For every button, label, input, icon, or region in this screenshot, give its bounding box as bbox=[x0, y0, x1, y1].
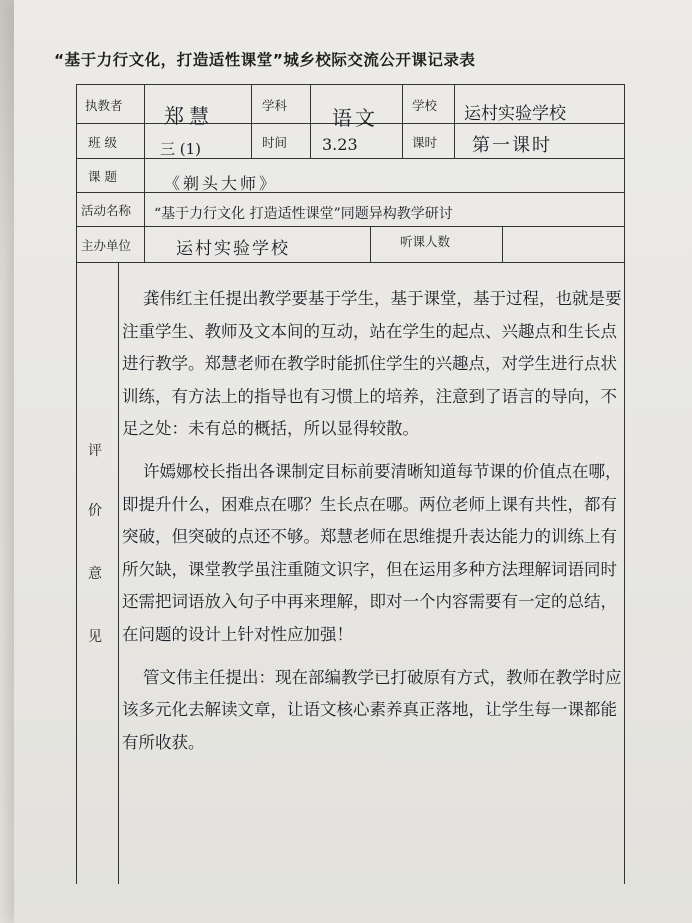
value-school: 运村实验学校 bbox=[464, 104, 566, 124]
table-border-right bbox=[624, 84, 625, 884]
record-sheet bbox=[14, 0, 692, 923]
row-line bbox=[76, 158, 624, 159]
col-line bbox=[370, 226, 371, 262]
col-line bbox=[118, 262, 119, 884]
label-activity: 活动名称 bbox=[81, 203, 132, 218]
value-host: 运村实验学校 bbox=[176, 239, 290, 259]
comment-paragraph: 龚伟红主任提出教学要基于学生，基于课堂，基于过程，也就是要注重学生、教师及文本间的互动，站在学生的起点、兴趣点和生长点进行教学。郑慧老师在教学时能抓住学生的兴趣点，对学生进行点状训练，有方法上的指导也有习惯上的培养，注意到了语言的导向，不足之处：未有总的概括，所以显得较散。 bbox=[122, 289, 622, 439]
evaluation-comments bbox=[122, 283, 622, 759]
col-line bbox=[454, 84, 455, 158]
row-line bbox=[76, 192, 624, 193]
col-line bbox=[251, 84, 252, 158]
label-subject: 学科 bbox=[262, 98, 288, 113]
label-period: 课时 bbox=[412, 135, 438, 150]
col-line bbox=[502, 226, 503, 262]
value-topic: 《剃头大师》 bbox=[164, 174, 279, 193]
label-eval-4: 见 bbox=[88, 629, 102, 645]
label-eval-1: 评 bbox=[88, 443, 102, 459]
value-teacher: 郑慧 bbox=[164, 104, 214, 128]
row-line bbox=[76, 262, 624, 263]
col-line bbox=[144, 84, 145, 262]
label-school: 学校 bbox=[412, 98, 438, 113]
value-subject: 语文 bbox=[332, 106, 378, 130]
value-activity: “基于力行文化 打造适性课堂”同题异构教学研讨 bbox=[154, 206, 453, 222]
col-line bbox=[310, 84, 311, 158]
label-eval-3: 意 bbox=[88, 566, 102, 582]
value-period: 第一课时 bbox=[472, 135, 552, 156]
form-title: “基于力行文化，打造适性课堂”城乡校际交流公开课记录表 bbox=[54, 51, 476, 69]
label-host: 主办单位 bbox=[81, 238, 132, 253]
label-eval-2: 价 bbox=[88, 503, 102, 519]
value-class: 三 (1) bbox=[160, 140, 202, 158]
label-topic: 课 题 bbox=[88, 169, 117, 184]
comment-paragraph: 管文伟主任提出：现在部编教学已打破原有方式，教师在教学时应该多元化去解读文章，让语文核心素养真正落地，让学生每一课都能有所收获。 bbox=[122, 667, 622, 752]
label-time: 时间 bbox=[262, 135, 288, 150]
comment-paragraph: 许嫣娜校长指出各课制定目标前要清晰知道每节课的价值点在哪，即提升什么，困难点在哪？生长点在哪。两位老师上课有共性，都有突破，但突破的点还不够。郑慧老师在思维提升表达能力的训练上有所欠缺，课堂教学虽注重随文识字，但在运用多种方法理解词语同时还需把词语放入句子中再来理解，即对一个内容需要有一定的总结，在问题的设计上针对性应加强！ bbox=[122, 461, 622, 644]
label-teacher: 执教者 bbox=[85, 98, 123, 113]
table-border-left bbox=[76, 84, 77, 884]
label-class: 班 级 bbox=[88, 135, 117, 150]
col-line bbox=[402, 84, 403, 158]
label-attendees: 听课人数 bbox=[400, 234, 451, 249]
value-time: 3.23 bbox=[322, 135, 358, 154]
row-line bbox=[76, 226, 624, 227]
table-border-top bbox=[76, 84, 624, 85]
